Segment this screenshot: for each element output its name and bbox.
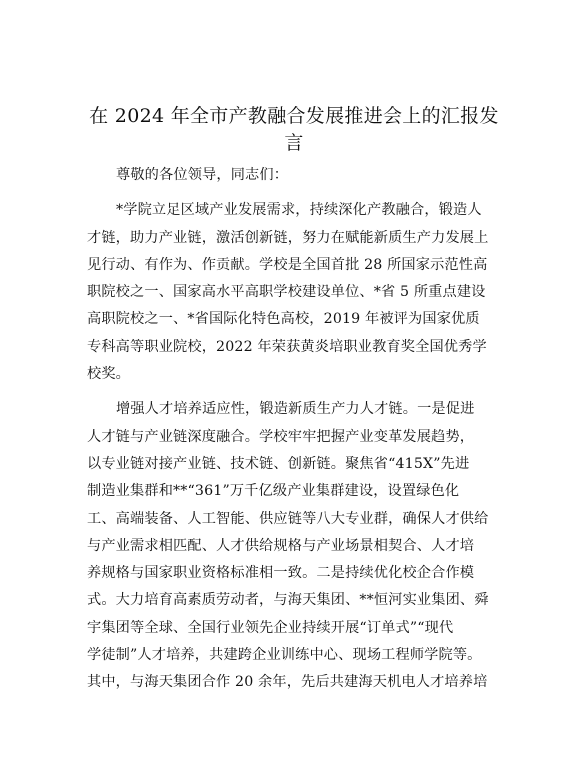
text-line: 以专业链对接产业链、技术链、创新链。聚焦省“415X”先进 xyxy=(87,455,470,472)
salutation: 尊敬的各位领导，同志们： xyxy=(116,167,289,183)
document-body xyxy=(87,162,501,697)
text-line: 才链，助力产业链，激活创新链，努力在赋能新质生产力发展上 xyxy=(87,229,489,246)
text-line: 学徒制”人才培养，共建跨企业训练中心、现场工程师学院等。 xyxy=(87,647,482,664)
text-line: *学院立足区域产业发展需求，持续深化产教融合，锻造人 xyxy=(116,202,482,219)
title-line: 在 2024 年全市产教融合发展推进会上的汇报发 xyxy=(89,105,499,127)
text-line: 制造业集群和**“361”万千亿级产业集群建设，设置绿色化 xyxy=(87,483,460,500)
title-line: 言 xyxy=(284,132,304,154)
text-line: 校奖。 xyxy=(87,366,131,383)
text-line: 见行动、有作为、作贡献。学校是全国首批 28 所国家示范性高 xyxy=(87,256,488,273)
text-line: 人才链与产业链深度融合。学校牢牢把握产业变革发展趋势， xyxy=(87,428,475,445)
paragraph-gap xyxy=(87,388,501,396)
document-title xyxy=(84,103,504,157)
paragraph-gap xyxy=(87,189,501,197)
text-line: 增强人才培养适应性，锻造新质生产力人才链。一是促进 xyxy=(116,401,475,418)
text-line: 式。大力培育高素质劳动者，与海天集团、**恒河实业集团、舜 xyxy=(87,592,489,609)
text-line: 工、高端装备、人工智能、供应链等八大专业群，确保人才供给 xyxy=(87,510,489,527)
text-line: 其中，与海天集团合作 20 余年，先后共建海天机电人才培养培 xyxy=(87,674,488,691)
paragraph-intro xyxy=(87,197,501,388)
text-line: 职院校之一、国家高水平高职学校建设单位、*省 5 所重点建设 xyxy=(87,284,486,301)
paragraph-talent-chain xyxy=(87,396,501,696)
text-line: 与产业需求相匹配、人才供给规格与产业场景相契合、人才培 xyxy=(87,537,475,554)
text-line: 高职院校之一、*省国际化特色高校，2019 年被评为国家优质 xyxy=(87,311,480,328)
text-line: 专科高等职业院校，2022 年荣获黄炎培职业教育奖全国优秀学 xyxy=(87,338,487,355)
text-line: 宇集团等全球、全国行业领先企业持续开展“订单式”“现代 xyxy=(87,619,454,636)
text-line: 养规格与国家职业资格标准相一致。二是持续优化校企合作模 xyxy=(87,565,475,582)
